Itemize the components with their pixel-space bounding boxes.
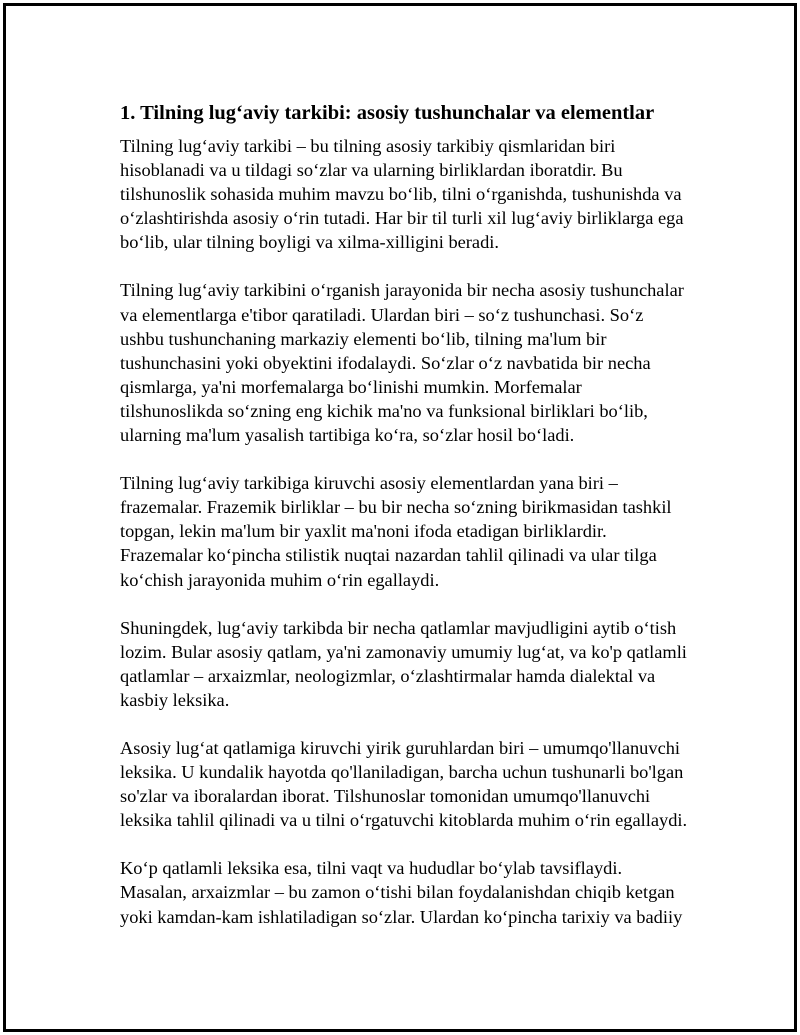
text-line: ushbu tushunchaning markaziy elementi bo‘lib, tilning ma'lum bir	[120, 328, 607, 349]
text-line: bo‘lib, ular tilning boyligi va xilma-xilligini beradi.	[120, 232, 499, 253]
paragraph	[120, 278, 710, 447]
section-heading: 1. Tilning lug‘aviy tarkibi: asosiy tushunchalar va elementlar	[120, 102, 655, 124]
text-line: lozim. Bular asosiy qatlam, ya'ni zamonaviy umumiy lug‘at, va ko'p qatlamli	[120, 641, 687, 662]
text-line: qismlarga, ya'ni morfemalarga bo‘linishi mumkin. Morfemalar	[120, 376, 582, 397]
text-line: Tilning lug‘aviy tarkibi – bu tilning asosiy tarkibiy qismlaridan biri	[120, 136, 616, 156]
text-line: tilshunoslikda so‘zning eng kichik ma'no va funksional birliklari bo‘lib,	[120, 400, 648, 421]
text-line: Shuningdek, lug‘aviy tarkibda bir necha qatlamlar mavjudligini aytib o‘tish	[120, 617, 677, 638]
text-line: so'zlar va iboralardan iborat. Tilshunoslar tomonidan umumqo'llanuvchi	[120, 786, 651, 807]
text-line: qatlamlar – arxaizmlar, neologizmlar, o‘zlashtirmalar hamda dialektal va	[120, 665, 656, 686]
document-body	[120, 99, 710, 953]
text-line: Masalan, arxaizmlar – bu zamon o‘tishi bilan foydalanishdan chiqib ketgan	[120, 882, 675, 903]
paragraph	[120, 134, 710, 254]
paragraph	[120, 471, 710, 591]
text-line: yoki kamdan-kam ishlatiladigan so‘zlar. Ulardan ko‘pincha tarixiy va badiiy	[120, 906, 683, 927]
paragraph-list	[120, 134, 710, 929]
paragraph	[120, 616, 710, 712]
text-line: leksika. U kundalik hayotda qo'llaniladigan, barcha uchun tushunarli bo'lgan	[120, 762, 684, 783]
text-line: hisoblanadi va u tildagi so‘zlar va ularning birliklardan iboratdir. Bu	[120, 160, 623, 181]
text-line: leksika tahlil qilinadi va u tilni o‘rgatuvchi kitoblarda muhim o‘rin egallaydi.	[120, 810, 688, 831]
text-line: topgan, lekin ma'lum bir yaxlit ma'noni ifoda etadigan birliklardir.	[120, 521, 607, 542]
text-line: o‘zlashtirishda asosiy o‘rin tutadi. Har bir til turli xil lug‘aviy birliklarga ega	[120, 208, 684, 229]
page-frame	[3, 3, 797, 1032]
text-line: Ko‘p qatlamli leksika esa, tilni vaqt va hududlar bo‘ylab tavsiflaydi.	[120, 858, 623, 879]
text-line: Asosiy lug‘at qatlamiga kiruvchi yirik guruhlardan biri – umumqo'llanuvchi	[120, 737, 681, 758]
paragraph	[120, 736, 710, 832]
text-line: tushunchasini yoki obyektini ifodalaydi. So‘zlar o‘z navbatida bir necha	[120, 352, 651, 373]
text-line: ko‘chish jarayonida muhim o‘rin egallaydi.	[120, 569, 440, 590]
text-line: ularning ma'lum yasalish tartibiga ko‘ra, so‘zlar hosil bo‘ladi.	[120, 425, 575, 446]
text-line: Tilning lug‘aviy tarkibini o‘rganish jarayonida bir necha asosiy tushunchalar	[120, 280, 684, 301]
text-line: frazemalar. Frazemik birliklar – bu bir necha so‘zning birikmasidan tashkil	[120, 497, 672, 518]
text-line: tilshunoslik sohasida muhim mavzu bo‘lib, tilni o‘rganishda, tushunishda va	[120, 184, 682, 205]
text-line: kasbiy leksika.	[120, 689, 230, 710]
paragraph	[120, 856, 710, 928]
text-line: Tilning lug‘aviy tarkibiga kiruvchi asosiy elementlardan yana biri –	[120, 473, 618, 494]
text-line: Frazemalar ko‘pincha stilistik nuqtai nazardan tahlil qilinadi va ular tilga	[120, 545, 657, 566]
text-line: va elementlarga e'tibor qaratiladi. Ulardan biri – so‘z tushunchasi. So‘z	[120, 304, 644, 325]
